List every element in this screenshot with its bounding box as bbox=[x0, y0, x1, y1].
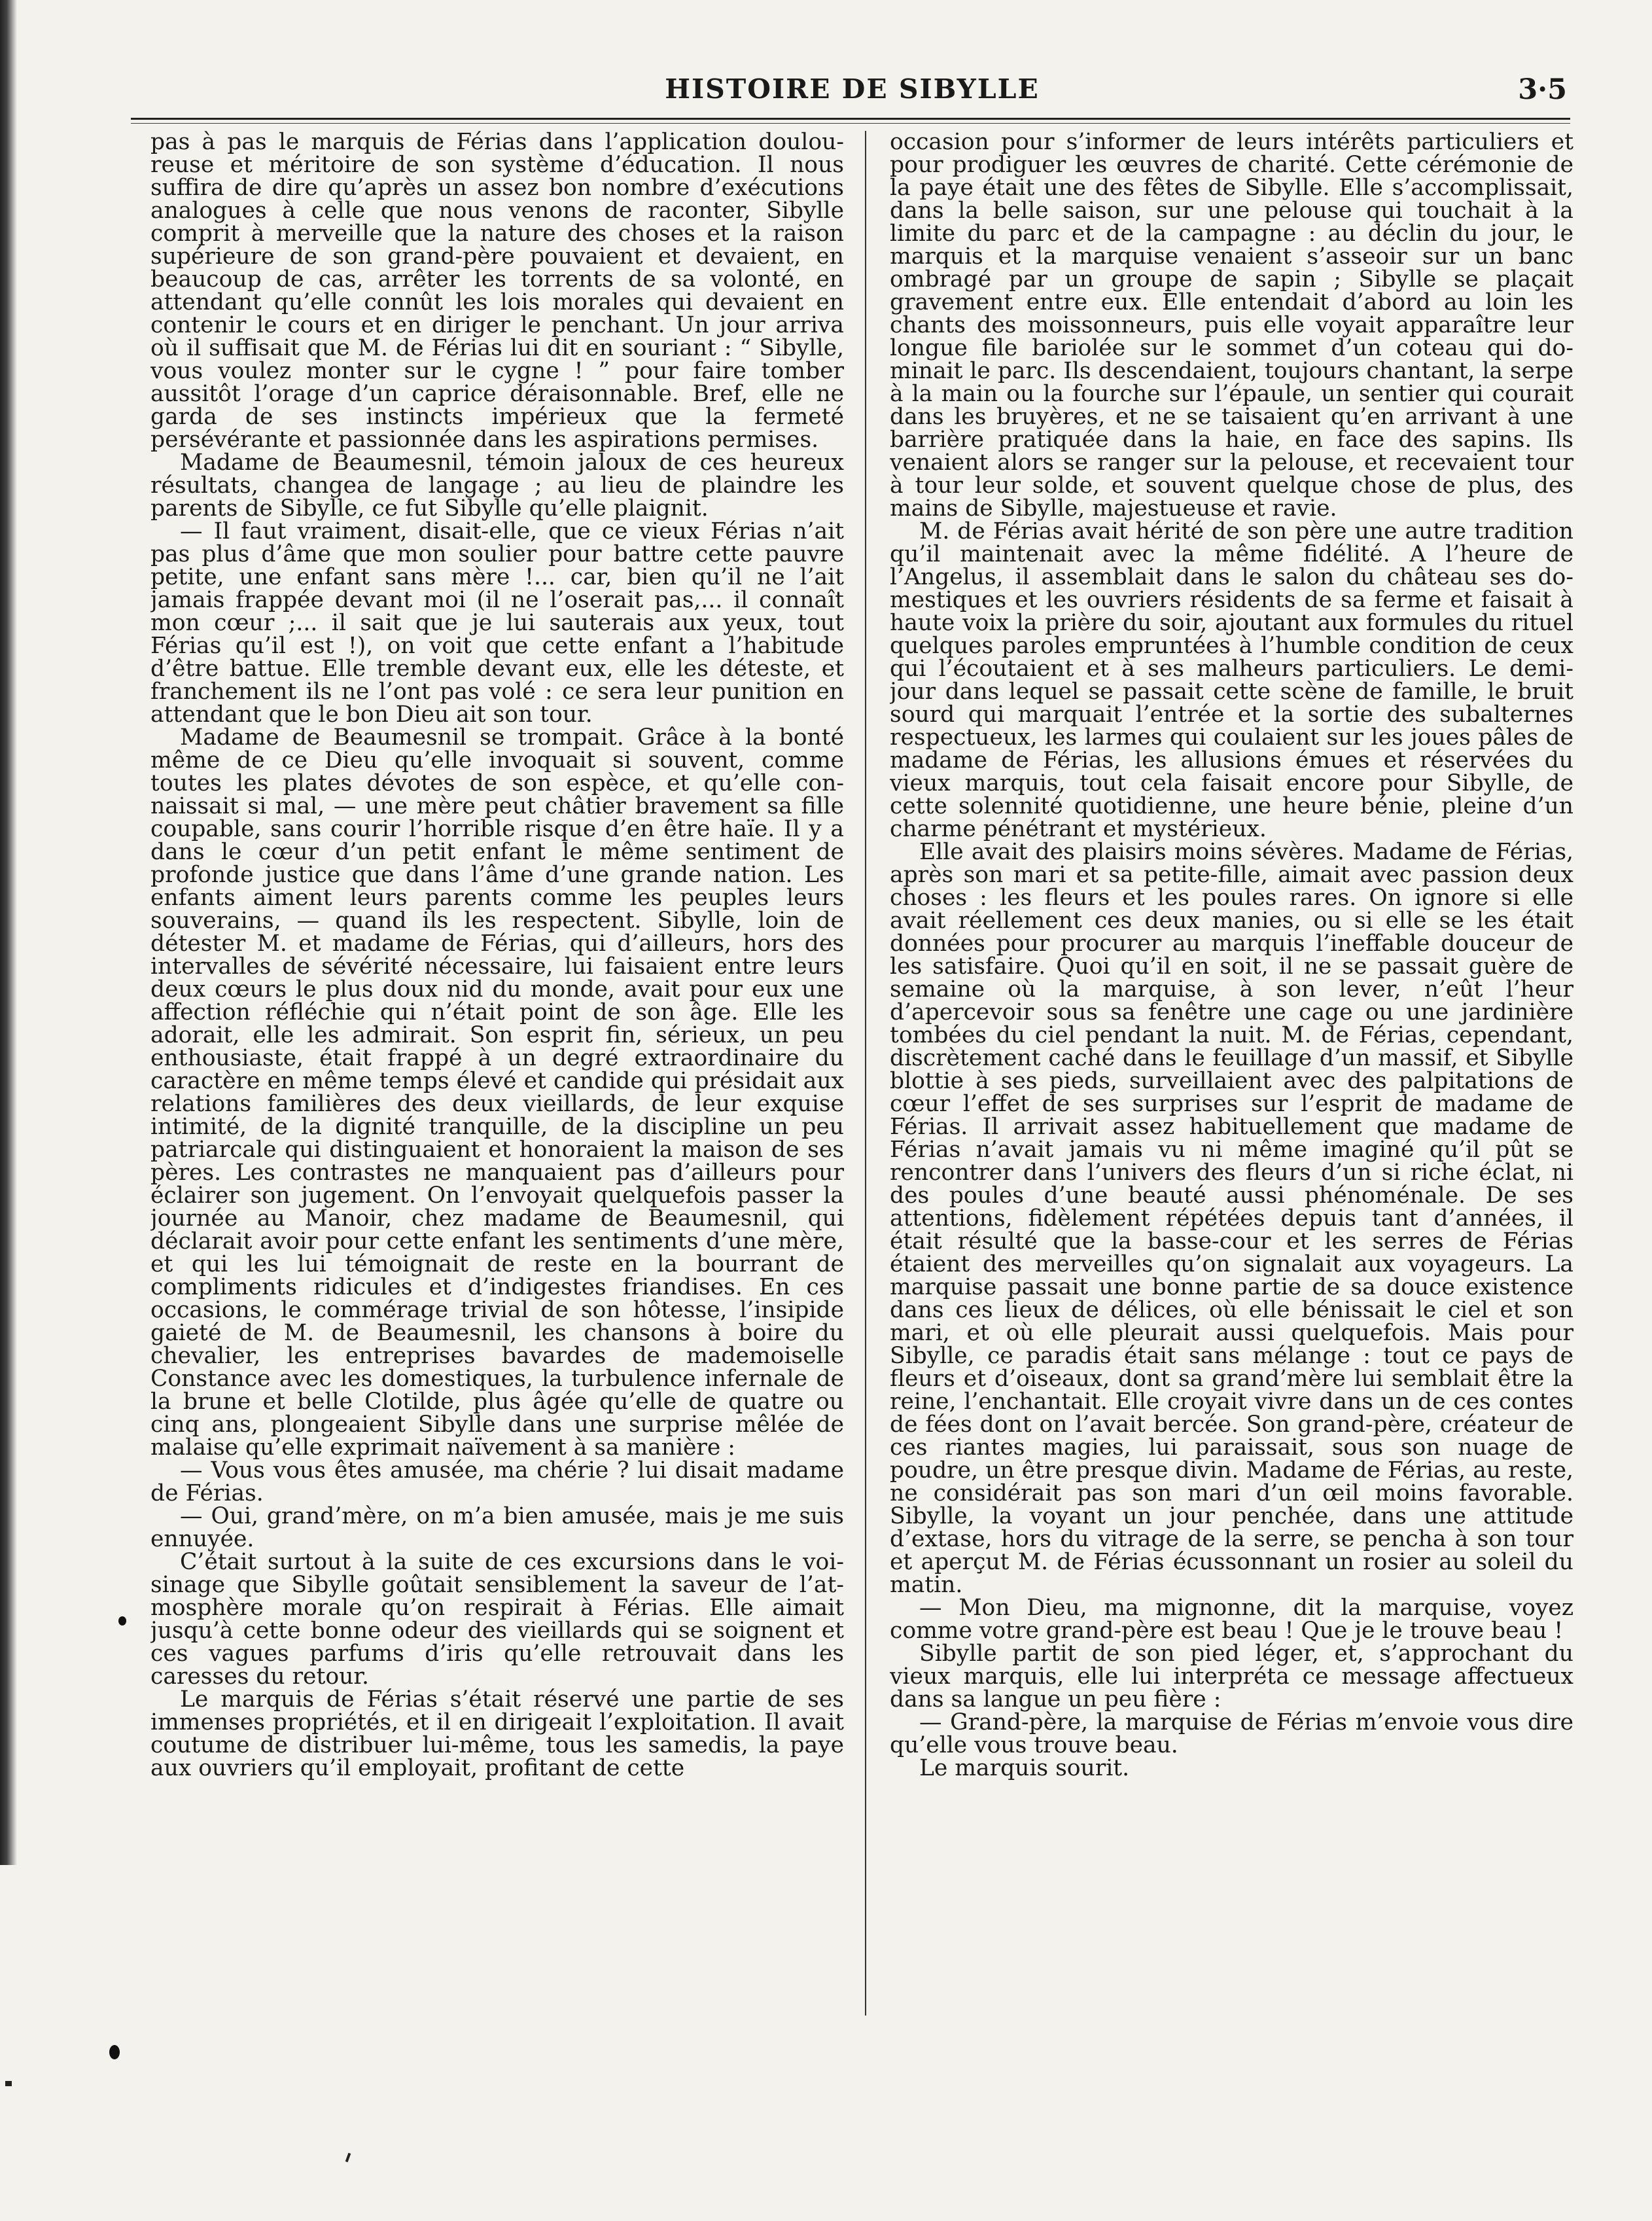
column-divider bbox=[865, 131, 866, 2016]
left-column bbox=[150, 131, 844, 2088]
paragraph: Sibylle partit de son pied léger, et, s’approchant du vieux marquis, elle lui interpréta ce message affectueux dans sa langue un peu fière : bbox=[890, 1641, 1573, 1713]
ink-mark bbox=[109, 2045, 120, 2059]
header-rule-thin bbox=[131, 123, 1570, 124]
paragraph: Le marquis sourit. bbox=[919, 1755, 1130, 1781]
paragraph: M. de Férias avait hérité de son père une autre tradition qu’il maintenait avec la même fidélité. A l’heure de l’Angelus, il assemblait dans le salon du château ses domestiques et les ouvriers résidents de sa ferme et faisait à haute voix la prière du soir, ajoutant aux formules du rituel quelques paroles empruntées à l’humble condition de ceux qui l’écoutaient et à ses malheurs particuliers. Le demi-jour dans lequel se passait cette scène de famille, le bruit sourd qui marquait l’entrée et la sortie des subalternes respectueux, les larmes qui coulaient sur les joues pâles de madame de Férias, les allusions émues et réservées du vieux marquis, tout cela faisait encore pour Sibylle, de cette solennité quotidienne, une heure bénie, pleine d’un charme pénétrant et mystérieux. bbox=[890, 518, 1573, 842]
paragraph: — Oui, grand’mère, on m’a bien amusée, mais je me suis ennuyée. bbox=[150, 1503, 844, 1552]
header-rule bbox=[131, 118, 1570, 120]
paragraph: Le marquis de Férias s’était réservé une partie de ses immenses propriétés, et il en dirigeait l’exploitation. Il avait coutume de distribuer lui-même, tous les samedis, la paye aux ouvriers qu’il employait, profitant de cette bbox=[150, 1686, 844, 1781]
paragraph: Madame de Beaumesnil se trompait. Grâce à la bonté même de ce Dieu qu’elle invoquait si souvent, comme toutes les plates dévotes de son espèce, et qu’elle connaissait si mal, — une mère peut châtier bravement sa fille coupable, sans courir l’horrible risque d’en être haïe. Il y a dans le cœur d’un petit enfant le même sentiment de profonde justice que dans l’âme d’une grande nation. Les enfants aiment leurs parents comme les peuples leurs souverains, — quand ils les respectent. Sibylle, loin de détester M. et madame de Férias, qui d’ailleurs, hors des intervalles de sévérité nécessaire, lui faisaient entre leurs deux cœurs le plus doux nid du monde, avait pour eux une affection réfléchie qui n’était point de son âge. Elle les adorait, elle les admirait. Son esprit fin, sérieux, un peu enthousiaste, était frappé à un degré extraordinaire du caractère en même temps élevé et candide qui présidait aux relations familières des deux vieillards, de leur exquise intimité, de la dignité tranquille, de la discipline un peu patriarcale qui distinguaient et honoraient la maison de ses pères. Les contrastes ne manquaient pas d’ailleurs pour éclairer son jugement. On l’envoyait quelquefois passer la journée au Manoir, chez madame de Beaumesnil, qui déclarait avoir pour cette enfant les sentiments d’une mère, et qui les lui témoignait de reste en la bourrant de compliments ridicules et d’indigestes friandises. En ces occasions, le commérage trivial de son hôtesse, l’insipide gaieté de M. de Beaumesnil, les chansons à boire du chevalier, les entreprises bavardes de mademoiselle Constance avec les domestiques, la turbulence infernale de la brune et belle Clotilde, plus âgée qu’elle de quatre ou cinq ans, plongeaient Sibylle dans une surprise mêlée de malaise qu’elle exprimait naïvement à sa manière : bbox=[150, 724, 844, 1461]
ink-speck bbox=[5, 2081, 12, 2086]
running-head-title: HISTOIRE DE SIBYLLE bbox=[665, 73, 1040, 105]
ink-speck bbox=[345, 2153, 351, 2163]
paragraph: — Il faut vraiment, disait-elle, que ce vieux Férias n’ait pas plus d’âme que mon soulier pour battre cette pauvre petite, une enfant sans mère !... car, bien qu’il ne l’ait jamais frappée devant moi (il ne l’oserait pas,... il connaît mon cœur ;... il sait que je lui sauterais aux yeux, tout Férias qu’il est !), on voit que cette enfant a l’habitude d’être battue. Elle tremble devant eux, elle les déteste, et franchement ils ne l’ont pas volé : ce sera leur punition en attendant que le bon Dieu ait son tour. bbox=[150, 518, 844, 728]
ink-mark bbox=[118, 1616, 126, 1626]
paragraph: — Grand-père, la marquise de Férias m’envoie vous dire qu’elle vous trouve beau. bbox=[890, 1709, 1573, 1758]
paragraph: C’était surtout à la suite de ces excursions dans le voisinage que Sibylle goûtait sensiblement la saveur de l’atmosphère morale qu’on respirait à Férias. Elle aimait jusqu’à cette bonne odeur des vieillards qui se soignent et ces vagues parfums d’iris qu’elle retrouvait dans les caresses du retour. bbox=[150, 1549, 844, 1690]
binding-edge-shadow bbox=[0, 0, 17, 1865]
paragraph: pas à pas le marquis de Férias dans l’application douloureuse et méritoire de son système d’éducation. Il nous suffira de dire qu’après un assez bon nombre d’exécutions analogues à celle que nous venons de raconter, Sibylle comprit à merveille que la nature des choses et la raison supérieure de son grand-père pouvaient et devaient, en beaucoup de cas, arrêter les torrents de sa volonté, en attendant qu’elle connût les lois morales qui devaient en contenir le cours et en diriger le penchant. Un jour arriva où il suffisait que M. de Férias lui dit en souriant : “ Sibylle, vous voulez monter sur le cygne ! ” pour faire tomber aussitôt l’orage d’un caprice déraisonnable. Bref, elle ne garda de ses instincts impérieux que la fermeté persévérante et passionnée dans les aspirations permises. bbox=[150, 131, 844, 453]
paragraph: Elle avait des plaisirs moins sévères. Madame de Férias, après son mari et sa petite-fille, aimait avec passion deux choses : les fleurs et les poules rares. On ignore si elle avait réellement ces deux manies, ou si elle se les était données pour procurer au marquis l’ineffable douceur de les satisfaire. Quoi qu’il en soit, il ne se passait guère de semaine où la marquise, à son lever, n’eût l’heur d’apercevoir sous sa fenêtre une cage ou une jardinière tombées du ciel pendant la nuit. M. de Férias, cependant, discrètement caché dans le feuillage d’un massif, et Sibylle blottie à ses pieds, surveillaient avec des palpitations de cœur l’effet de ses surprises sur l’esprit de madame de Férias. Il arrivait assez habituellement que madame de Férias n’avait jamais vu ni même imaginé qu’il pût se rencontrer dans l’univers des fleurs d’un si riche éclat, ni des poules d’une beauté aussi phénoménale. De ses attentions, fidèlement répétées depuis tant d’années, il était résulté que la basse-cour et les serres de Férias étaient des merveilles qu’on signalait aux voyageurs. La marquise passait une bonne partie de sa douce existence dans ces lieux de délices, où elle bénissait le ciel et son mari, et où elle pleurait aussi quelquefois. Mais pour Sibylle, ce paradis était sans mélange : tout ce pays de fleurs et d’oiseaux, dont sa grand’mère lui semblait être la reine, l’enchantait. Elle croyait vivre dans un de ces contes de fées dont on l’avait bercée. Son grand-père, créateur de ces riantes magies, lui paraissait, sous son nuage de poudre, un être presque divin. Madame de Férias, au reste, ne considérait pas son mari d’un œil moins favorable. Sibylle, la voyant un jour penchée, dans une attitude d’extase, hors du vitrage de la serre, se pencha à son tour et aperçut M. de Férias écussonnant un rosier au soleil du matin. bbox=[890, 839, 1573, 1598]
page-number: 3·5 bbox=[1518, 73, 1567, 106]
paragraph: — Mon Dieu, ma mignonne, dit la marquise, voyez comme votre grand-père est beau ! Que je le trouve beau ! bbox=[890, 1595, 1573, 1644]
paragraph: Madame de Beaumesnil, témoin jaloux de ces heureux résultats, changea de langage ; au lieu de plaindre les parents de Sibylle, ce fut Sibylle qu’elle plaignit. bbox=[150, 450, 844, 522]
paragraph: — Vous vous êtes amusée, ma chérie ? lui disait madame de Férias. bbox=[150, 1457, 844, 1506]
running-head bbox=[137, 73, 1567, 119]
paragraph: occasion pour s’informer de leurs intérêts particuliers et pour prodiguer les œuvres de charité. Cette cérémonie de la paye était une des fêtes de Sibylle. Elle s’accomplissait, dans la belle saison, sur une pelouse qui touchait à la limite du parc et de la campagne : au déclin du jour, le marquis et la marquise venaient s’asseoir sur un banc ombragé par un groupe de sapin ; Sibylle se plaçait gravement entre eux. Elle entendait d’abord au loin les chants des moissonneurs, puis elle voyait apparaître leur longue file bariolée sur le sommet d’un coteau qui dominait le parc. Ils descendaient, toujours chantant, la serpe à la main ou la fourche sur l’épaule, un sentier qui courait dans les bruyères, et ne se taisaient qu’en arrivant à une barrière pratiquée dans la haie, en face des sapins. Ils venaient alors se ranger sur la pelouse, et recevaient tour à tour leur solde, et souvent quelque chose de plus, des mains de Sibylle, majestueuse et ravie. bbox=[890, 131, 1573, 522]
right-column bbox=[890, 131, 1573, 2088]
